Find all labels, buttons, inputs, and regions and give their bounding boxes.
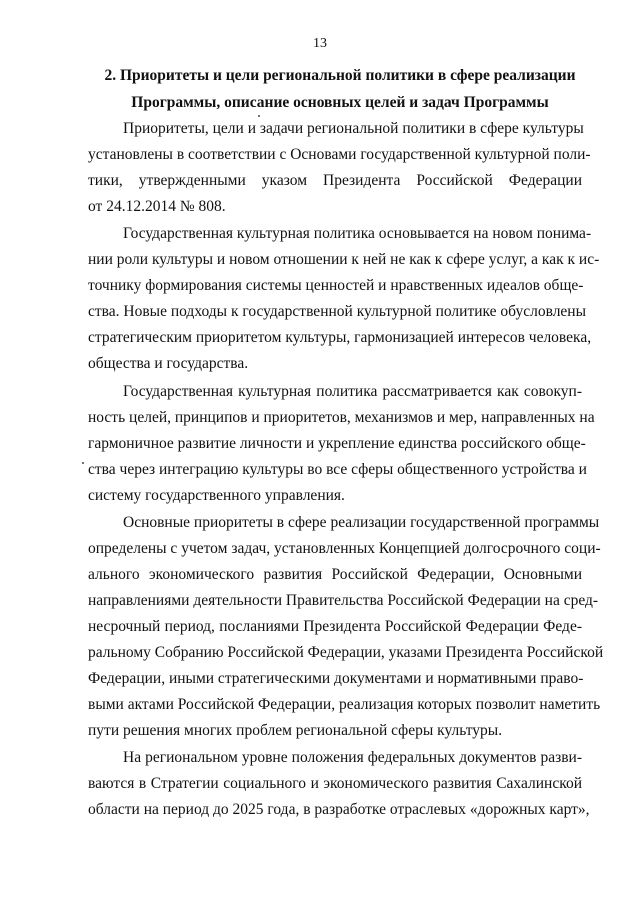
paragraph-line: гармоничное развитие личности и укрепление единства российского обще-: [88, 435, 586, 452]
paragraph-line: систему государственного управления.: [88, 487, 345, 504]
paragraph-line: ального экономического развития Российской Федерации, Основными: [88, 566, 582, 583]
scan-speck: [82, 462, 84, 464]
scan-speck: [258, 115, 260, 117]
paragraph-line: области на период до 2025 года, в разработке отраслевых «дорожных карт»,: [88, 801, 590, 818]
paragraph-line: ральному Собранию Российской Федерации, указами Президента Российской: [88, 644, 604, 661]
paragraph-line: общества и государства.: [88, 355, 249, 372]
paragraph-line: ность целей, принципов и приоритетов, механизмов и мер, направленных на: [88, 409, 595, 426]
paragraph-line: тики, утвержденными указом Президента Российской Федерации: [88, 172, 582, 189]
paragraph-line: Государственная культурная политика рассматривается как совокуп-: [123, 383, 582, 400]
paragraph-line: от 24.12.2014 № 808.: [88, 198, 226, 215]
paragraph-line: стратегическим приоритетом культуры, гармонизацией интересов человека,: [88, 329, 592, 346]
section-heading-line-1: 2. Приоритеты и цели региональной политики в сфере реализации: [104, 67, 576, 84]
paragraph-line: выми актами Российской Федерации, реализация которых позволит наметить: [88, 696, 601, 713]
paragraph-line: Основные приоритеты в сфере реализации государственной программы: [123, 514, 600, 531]
paragraph-line: нии роли культуры и новом отношении к ней не как к сфере услуг, а как к ис-: [88, 251, 600, 268]
page-number: 13: [313, 36, 327, 51]
paragraph-line: установлены в соответствии с Основами государственной культурной поли-: [88, 146, 591, 163]
paragraph-line: точнику формирования системы ценностей и нравственных идеалов обще-: [88, 277, 584, 294]
paragraph-line: Государственная культурная политика основывается на новом понима-: [123, 225, 592, 242]
paragraph-line: пути решения многих проблем региональной сферы культуры.: [88, 722, 503, 739]
paragraph-line: ства. Новые подходы к государственной культурной политике обусловлены: [88, 303, 587, 320]
paragraph-line: На региональном уровне положения федеральных документов разви-: [123, 749, 582, 766]
paragraph-line: Приоритеты, цели и задачи региональной политики в сфере культуры: [123, 120, 584, 137]
paragraph-line: определены с учетом задач, установленных Концепцией долгосрочного соци-: [88, 540, 601, 557]
paragraph-line: Федерации, иными стратегическими документами и нормативными право-: [88, 670, 584, 687]
paragraph-line: несрочный период, посланиями Президента Российской Федерации Феде-: [88, 618, 582, 635]
section-heading-line-2: Программы, описание основных целей и задач Программы: [131, 94, 549, 111]
paragraph-line: ства через интеграцию культуры во все сферы общественного устройства и: [88, 461, 587, 478]
paragraph-line: направлениями деятельности Правительства Российской Федерации на сред-: [88, 592, 599, 609]
paragraph-line: ваются в Стратегии социального и экономического развития Сахалинской: [88, 775, 582, 792]
